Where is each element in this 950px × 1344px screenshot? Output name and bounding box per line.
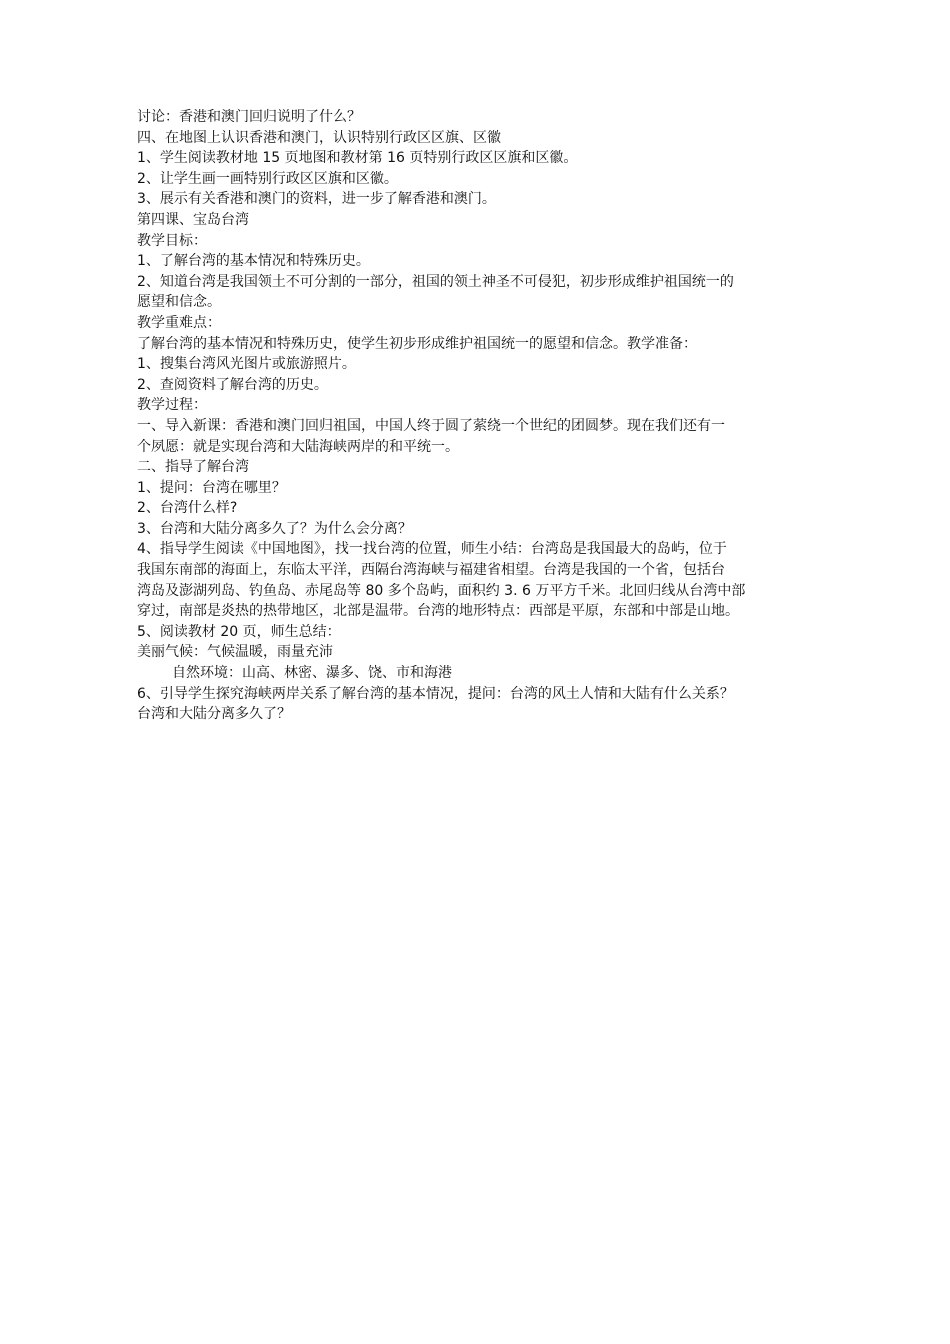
section-heading-two: 二、指导了解台湾 <box>137 459 249 476</box>
list-item: 1、提问：台湾在哪里？ <box>137 479 286 496</box>
list-item: 2、知道台湾是我国领土不可分割的一部分，祖国的领土神圣不可侵犯，初步形成维护祖国统一的 <box>137 273 734 290</box>
list-item: 5、阅读教材 20 页，师生总结： <box>137 623 341 640</box>
key-points-heading: 教学重难点： <box>137 314 221 331</box>
section-heading-four: 四、在地图上认识香港和澳门，认识特别行政区区旗、区徽 <box>137 129 501 146</box>
list-item-continuation: 愿望和信念。 <box>137 294 221 311</box>
paragraph-line: 一、导入新课：香港和澳门回归祖国，中国人终于圆了萦绕一个世纪的团圆梦。现在我们还有一 <box>137 417 725 434</box>
list-item: 3、展示有关香港和澳门的资料，进一步了解香港和澳门。 <box>137 191 496 208</box>
list-item: 2、查阅资料了解台湾的历史。 <box>137 376 328 393</box>
teaching-goals-heading: 教学目标： <box>137 232 207 249</box>
summary-environment: 自然环境：山高、林密、瀑多、饶、市和海港 <box>172 665 452 682</box>
paragraph-line: 我国东南部的海面上，东临太平洋，西隔台湾海峡与福建省相望。台湾是我国的一个省，包括台 <box>137 562 725 579</box>
list-item: 6、引导学生探究海峡两岸关系了解台湾的基本情况，提问：台湾的风土人情和大陆有什么关系？ <box>137 685 734 702</box>
paragraph-line: 台湾和大陆分离多久了？ <box>137 706 291 723</box>
list-item: 1、了解台湾的基本情况和特殊历史。 <box>137 253 370 270</box>
list-item: 1、搜集台湾风光图片或旅游照片。 <box>137 356 356 373</box>
key-points-text: 了解台湾的基本情况和特殊历史，使学生初步形成维护祖国统一的愿望和信念。教学准备： <box>137 335 697 352</box>
list-item: 1、学生阅读教材地 15 页地图和教材第 16 页特别行政区区旗和区徽。 <box>137 150 578 167</box>
teaching-process-heading: 教学过程： <box>137 397 207 414</box>
lesson-title: 第四课、宝岛台湾 <box>137 211 249 228</box>
list-item: 3、台湾和大陆分离多久了？为什么会分离？ <box>137 520 412 537</box>
list-item: 2、让学生画一画特别行政区区旗和区徽。 <box>137 170 398 187</box>
paragraph-line: 个夙愿：就是实现台湾和大陆海峡两岸的和平统一。 <box>137 438 459 455</box>
paragraph-line: 湾岛及澎湖列岛、钓鱼岛、赤尾岛等 80 多个岛屿，面积约 3. 6 万平方千米。北回归线从台湾中部 <box>137 582 746 599</box>
summary-climate: 美丽气候：气候温暖，雨量充沛 <box>137 644 333 661</box>
list-item: 2、台湾什么样? <box>137 500 238 517</box>
discussion-question: 讨论：香港和澳门回归说明了什么？ <box>137 109 361 125</box>
list-item: 4、指导学生阅读《中国地图》，找一找台湾的位置，师生小结：台湾岛是我国最大的岛屿，位于 <box>137 541 727 558</box>
document-body <box>137 107 827 725</box>
paragraph-line: 穿过，南部是炎热的热带地区，北部是温带。台湾的地形特点：西部是平原，东部和中部是山地。 <box>137 603 739 620</box>
